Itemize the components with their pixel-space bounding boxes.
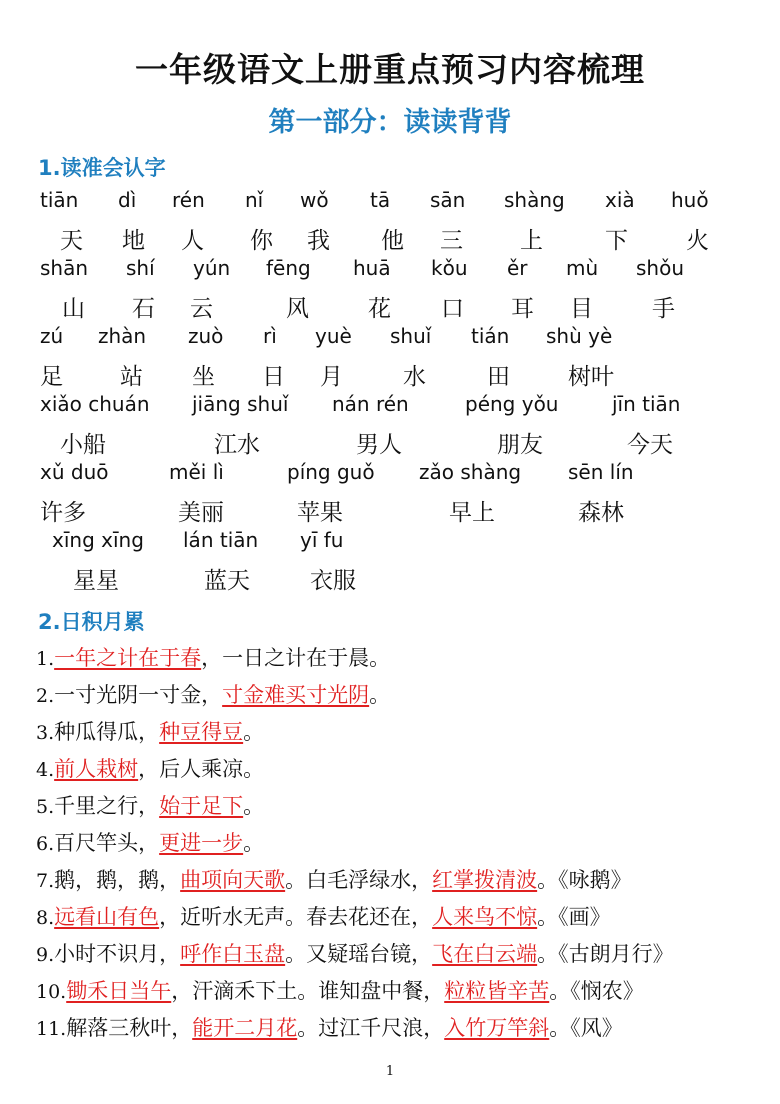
line-text: ，一日之计在于晨。 <box>201 646 391 670</box>
section-heading-1: 1.读准会认字 <box>38 156 166 180</box>
hanzi-text: 日 <box>262 364 285 390</box>
hanzi-text: 树叶 <box>568 364 614 390</box>
hanzi-text: 上 <box>520 228 543 254</box>
pinyin-text: jiāng shuǐ <box>192 392 289 416</box>
accumulation-line <box>36 899 756 936</box>
accumulation-list <box>36 640 756 1047</box>
line-text: 。 <box>243 794 265 818</box>
pinyin-text: péng yǒu <box>465 392 559 416</box>
line-text: ，近听水无声。春去花还在， <box>159 905 433 929</box>
pinyin-text: rén <box>172 188 205 212</box>
hanzi-text: 手 <box>652 296 675 322</box>
pinyin-text: xǔ duō <box>40 460 109 484</box>
section-heading-2: 2.日积月累 <box>38 610 145 634</box>
pinyin-text: shǒu <box>636 256 685 280</box>
hanzi-text: 水 <box>403 364 426 390</box>
highlight-answer: 始于足下 <box>159 794 244 818</box>
line-text: 。 <box>243 831 265 855</box>
hanzi-text: 足 <box>40 364 63 390</box>
page-number: 1 <box>385 1064 395 1079</box>
highlight-answer: 人来鸟不惊 <box>432 905 538 929</box>
hanzi-text: 你 <box>250 228 273 254</box>
line-text: 解落三秋叶， <box>66 1016 193 1040</box>
hanzi-text: 星星 <box>73 568 119 594</box>
pinyin-text: shàng <box>504 188 565 212</box>
pinyin-text: shuǐ <box>390 324 432 348</box>
accumulation-line <box>36 936 756 973</box>
line-number: 4. <box>36 759 55 781</box>
pinyin-text: tā <box>370 188 391 212</box>
hanzi-text: 石 <box>132 296 155 322</box>
accumulation-line <box>36 714 756 751</box>
pinyin-text: huǒ <box>671 188 709 212</box>
hanzi-text: 森林 <box>578 500 624 526</box>
line-number: 8. <box>36 907 55 929</box>
pinyin-text: zhàn <box>98 324 147 348</box>
highlight-answer: 红掌拨清波 <box>432 868 538 892</box>
hanzi-text: 月 <box>320 364 343 390</box>
hanzi-text: 山 <box>62 296 85 322</box>
hanzi-text: 坐 <box>192 364 215 390</box>
highlight-answer: 种豆得豆 <box>159 720 244 744</box>
pinyin-row <box>0 460 780 490</box>
hanzi-text: 江水 <box>214 432 260 458</box>
hanzi-text: 小船 <box>60 432 106 458</box>
highlight-answer: 寸金难买寸光阴 <box>222 683 370 707</box>
pinyin-text: ěr <box>507 256 528 280</box>
pinyin-text: měi lì <box>169 460 224 484</box>
hanzi-text: 我 <box>307 228 330 254</box>
pinyin-text: nǐ <box>245 188 264 212</box>
highlight-answer: 一年之计在于春 <box>54 646 202 670</box>
pinyin-text: jīn tiān <box>612 392 681 416</box>
pinyin-text: sēn lín <box>568 460 634 484</box>
pinyin-text: tián <box>471 324 510 348</box>
pinyin-text: huā <box>353 256 391 280</box>
accumulation-line <box>36 640 756 677</box>
line-text: 。 <box>369 683 391 707</box>
hanzi-text: 目 <box>570 296 593 322</box>
hanzi-text: 火 <box>686 228 709 254</box>
hanzi-text: 耳 <box>511 296 534 322</box>
pinyin-text: shān <box>40 256 89 280</box>
highlight-answer: 更进一步 <box>159 831 244 855</box>
pinyin-text: nán rén <box>332 392 409 416</box>
hanzi-text: 许多 <box>40 500 86 526</box>
pinyin-text: rì <box>263 324 277 348</box>
hanzi-text: 地 <box>122 228 145 254</box>
line-text: 。过江千尺浪， <box>297 1016 445 1040</box>
line-text: 百尺竿头， <box>54 831 160 855</box>
hanzi-text: 花 <box>368 296 391 322</box>
pinyin-text: píng guǒ <box>287 460 375 484</box>
hanzi-row <box>0 426 780 456</box>
hanzi-text: 今天 <box>627 432 673 458</box>
pinyin-text: xīng xīng <box>52 528 144 552</box>
pinyin-row <box>0 188 780 218</box>
pinyin-text: fēng <box>266 256 311 280</box>
accumulation-line <box>36 862 756 899</box>
highlight-answer: 粒粒皆辛苦 <box>444 979 550 1003</box>
hanzi-text: 站 <box>120 364 143 390</box>
line-text: 。《古朗月行》 <box>537 942 674 966</box>
line-text: ，汗滴禾下土。谁知盘中餐， <box>171 979 445 1003</box>
hanzi-text: 蓝天 <box>204 568 250 594</box>
pinyin-text: kǒu <box>431 256 468 280</box>
pinyin-text: shí <box>126 256 155 280</box>
highlight-answer: 入竹万竿斜 <box>444 1016 550 1040</box>
hanzi-text: 美丽 <box>178 500 224 526</box>
highlight-answer: 飞在白云端 <box>432 942 538 966</box>
line-number: 10. <box>36 981 67 1003</box>
line-text: 一寸光阴一寸金， <box>54 683 223 707</box>
line-text: ，后人乘凉。 <box>138 757 265 781</box>
accumulation-line <box>36 1010 756 1047</box>
page-title: 一年级语文上册重点预习内容梳理 <box>135 50 645 89</box>
line-number: 11. <box>36 1018 67 1040</box>
line-number: 3. <box>36 722 55 744</box>
line-text: 。《咏鹅》 <box>537 868 632 892</box>
hanzi-text: 衣服 <box>310 568 356 594</box>
accumulation-line <box>36 973 756 1010</box>
pinyin-row <box>0 528 780 558</box>
line-number: 7. <box>36 870 55 892</box>
hanzi-text: 早上 <box>449 500 495 526</box>
hanzi-row <box>0 290 780 320</box>
highlight-answer: 能开二月花 <box>192 1016 298 1040</box>
line-number: 2. <box>36 685 55 707</box>
accumulation-line <box>36 677 756 714</box>
line-text: 。《画》 <box>537 905 611 929</box>
line-text: 。 <box>243 720 265 744</box>
line-text: 小时不识月， <box>54 942 181 966</box>
line-text: 。又疑瑶台镜， <box>285 942 433 966</box>
line-text: 。白毛浮绿水， <box>285 868 433 892</box>
hanzi-row <box>0 358 780 388</box>
hanzi-row <box>0 562 780 592</box>
hanzi-text: 口 <box>441 296 464 322</box>
pinyin-text: xiǎo chuán <box>40 392 150 416</box>
pinyin-row <box>0 256 780 286</box>
hanzi-row <box>0 222 780 252</box>
line-number: 9. <box>36 944 55 966</box>
part-title: 第一部分：读读背背 <box>268 107 512 138</box>
hanzi-text: 朋友 <box>497 432 543 458</box>
highlight-answer: 呼作白玉盘 <box>180 942 286 966</box>
line-text: 。《悯农》 <box>549 979 644 1003</box>
accumulation-line <box>36 825 756 862</box>
pinyin-text: yī fu <box>300 528 344 552</box>
pinyin-text: lán tiān <box>183 528 259 552</box>
accumulation-line <box>36 788 756 825</box>
highlight-answer: 锄禾日当午 <box>66 979 172 1003</box>
line-text: 鹅，鹅，鹅， <box>54 868 181 892</box>
line-text: 千里之行， <box>54 794 160 818</box>
hanzi-text: 三 <box>440 228 463 254</box>
pinyin-text: mù <box>566 256 599 280</box>
highlight-answer: 远看山有色 <box>54 905 160 929</box>
pinyin-row <box>0 324 780 354</box>
accumulation-line <box>36 751 756 788</box>
hanzi-text: 下 <box>605 228 628 254</box>
hanzi-text: 人 <box>181 228 204 254</box>
pinyin-text: dì <box>118 188 137 212</box>
pinyin-text: yún <box>193 256 231 280</box>
pinyin-text: zǎo shàng <box>419 460 522 484</box>
pinyin-text: sān <box>430 188 466 212</box>
hanzi-text: 天 <box>60 228 83 254</box>
pinyin-text: yuè <box>315 324 352 348</box>
line-text: 种瓜得瓜， <box>54 720 160 744</box>
highlight-answer: 前人栽树 <box>54 757 139 781</box>
hanzi-text: 苹果 <box>297 500 343 526</box>
pinyin-text: zuò <box>188 324 224 348</box>
pinyin-text: tiān <box>40 188 79 212</box>
hanzi-text: 田 <box>487 364 510 390</box>
hanzi-text: 云 <box>190 296 213 322</box>
pinyin-row <box>0 392 780 422</box>
line-number: 6. <box>36 833 55 855</box>
hanzi-text: 男人 <box>356 432 402 458</box>
pinyin-text: wǒ <box>300 188 329 212</box>
pinyin-text: shù yè <box>546 324 613 348</box>
pinyin-text: zú <box>40 324 64 348</box>
pinyin-text: xià <box>605 188 635 212</box>
hanzi-row <box>0 494 780 524</box>
hanzi-text: 他 <box>381 228 404 254</box>
highlight-answer: 曲项向天歌 <box>180 868 286 892</box>
line-text: 。《风》 <box>549 1016 623 1040</box>
line-number: 1. <box>36 648 55 670</box>
line-number: 5. <box>36 796 55 818</box>
hanzi-text: 风 <box>286 296 309 322</box>
